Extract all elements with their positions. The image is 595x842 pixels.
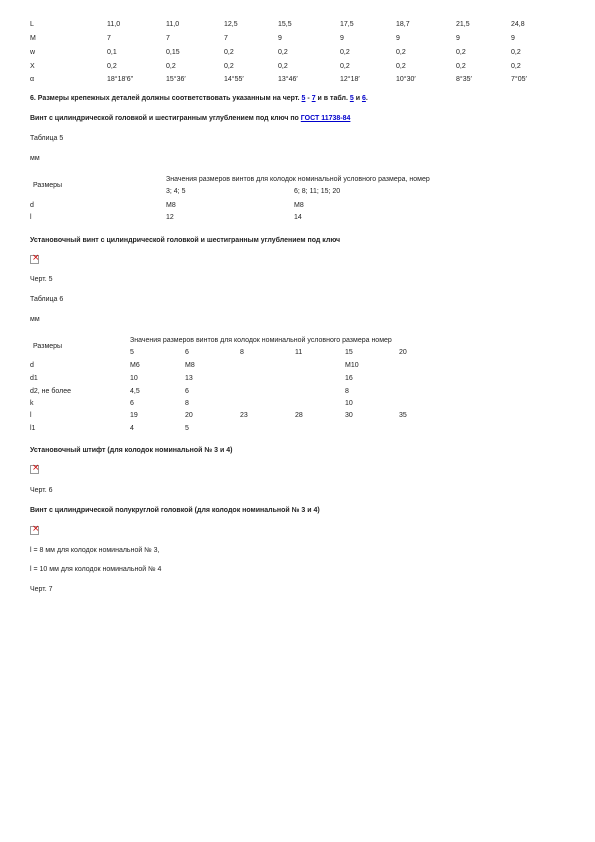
paragraph-6-mid: и в табл. xyxy=(315,95,350,102)
paragraph-6-end: . xyxy=(365,95,368,102)
top-table-cell: 0,2 xyxy=(340,49,350,56)
fig-7-image-placeholder-icon xyxy=(30,526,39,535)
top-table-cell: 0,2 xyxy=(396,49,406,56)
table-6-cell: М8 xyxy=(185,362,195,369)
top-table-cell: 0,15 xyxy=(166,49,180,56)
fig-7-caption: Черт. 7 xyxy=(30,586,53,593)
table-6-column-header: 8 xyxy=(240,349,244,356)
top-table-cell: 0,2 xyxy=(224,63,234,70)
top-table-row-label: M xyxy=(30,35,36,42)
table-6-cell: 8 xyxy=(345,388,349,395)
paragraph-6-text: 6. Размеры крепежных деталей должны соответствовать указанным на черт. xyxy=(30,95,302,102)
paragraph-6 xyxy=(30,95,368,102)
top-table-cell: 7 xyxy=(224,35,228,42)
fig-5-image-placeholder-icon xyxy=(30,255,39,264)
top-table-cell: 0,2 xyxy=(396,63,406,70)
top-table-cell: 14°55′ xyxy=(224,76,244,83)
top-table-cell: 0,2 xyxy=(456,49,466,56)
top-table-cell: 18,7 xyxy=(396,21,410,28)
table-5-cell: 14 xyxy=(294,214,302,221)
screw-reference-text: Винт с цилиндрической головкой и шестигранным углублением под ключ по xyxy=(30,115,301,122)
fig-7-note-2: l = 10 мм для колодок номинальной № 4 xyxy=(30,566,162,573)
link-chert-5[interactable]: 5 xyxy=(301,95,306,102)
top-table-cell: 0,1 xyxy=(107,49,117,56)
top-table-row-label: L xyxy=(30,21,34,28)
table-6-row-label: d xyxy=(30,362,34,369)
table-5-cell: 12 xyxy=(166,214,174,221)
table-6-row-label: d1 xyxy=(30,375,38,382)
table-6-row-label: k xyxy=(30,400,34,407)
table-5-cell: М8 xyxy=(166,202,176,209)
top-table-cell: 12,5 xyxy=(224,21,238,28)
table-6-cell: 28 xyxy=(295,412,303,419)
top-table-row-label: w xyxy=(30,49,36,56)
screw-reference xyxy=(30,115,350,122)
top-table-cell: 11,0 xyxy=(166,21,180,28)
dash: - xyxy=(305,95,312,102)
table-6-cell: 19 xyxy=(130,412,138,419)
top-table-cell: 7 xyxy=(107,35,111,42)
top-table-row-label: X xyxy=(30,63,35,70)
fig-6-caption: Черт. 6 xyxy=(30,487,53,494)
table-5-row-label: l xyxy=(30,214,32,221)
table-5-row-label: d xyxy=(30,202,34,209)
top-table-cell: 17,5 xyxy=(340,21,354,28)
fig-7-title: Винт с цилиндрической полукруглой головкой (для колодок номинальной № 3 и 4) xyxy=(30,507,320,514)
fig-5-caption: Черт. 5 xyxy=(30,276,53,283)
table-6-cell: 10 xyxy=(130,375,138,382)
table-6-cell: 16 xyxy=(345,375,353,382)
link-gost-11738[interactable]: ГОСТ 11738-84 xyxy=(300,115,351,122)
table-6-column-header: 20 xyxy=(399,349,407,356)
top-table-cell: 21,5 xyxy=(456,21,470,28)
table-6-row-label: l xyxy=(30,412,32,419)
table-6-cell: 8 xyxy=(185,400,189,407)
link-table-6[interactable]: 6 xyxy=(361,95,366,102)
top-table-cell: 0,2 xyxy=(278,49,288,56)
table-6-unit: мм xyxy=(30,316,40,323)
table-6-cell: 20 xyxy=(185,412,193,419)
top-table-row-label: α xyxy=(30,76,35,83)
top-table-cell: 9 xyxy=(511,35,515,42)
top-table-cell: 9 xyxy=(340,35,344,42)
table-6-cell: 23 xyxy=(240,412,248,419)
top-table-cell: 0,2 xyxy=(456,63,466,70)
table-6-caption: Таблица 6 xyxy=(30,296,64,303)
table-6-cell: М6 xyxy=(130,362,140,369)
table-6-cell: 13 xyxy=(185,375,193,382)
table-5-column-1: 3; 4; 5 xyxy=(166,188,186,195)
top-table-cell: 9 xyxy=(456,35,460,42)
paragraph-6-and: и xyxy=(353,95,362,102)
fig-6-image-placeholder-icon xyxy=(30,465,39,474)
link-chert-7[interactable]: 7 xyxy=(311,95,316,102)
top-table-cell: 7 xyxy=(166,35,170,42)
top-table-cell: 8°35′ xyxy=(456,76,472,83)
table-6-column-header: 11 xyxy=(295,349,303,356)
fig-6-title: Установочный штифт (для колодок номинальной № 3 и 4) xyxy=(30,447,233,454)
table-5-caption: Таблица 5 xyxy=(30,135,64,142)
top-table-cell: 24,8 xyxy=(511,21,525,28)
top-table-cell: 0,2 xyxy=(224,49,234,56)
top-table-cell: 0,2 xyxy=(278,63,288,70)
table-6-column-header: 15 xyxy=(345,349,353,356)
top-table-cell: 13°46′ xyxy=(278,76,298,83)
table-6-cell: 10 xyxy=(345,400,353,407)
table-5-col-header: Размеры xyxy=(33,182,63,189)
top-table-cell: 7°05′ xyxy=(511,76,527,83)
table-6-col-header: Размеры xyxy=(33,343,63,350)
top-table-cell: 15,5 xyxy=(278,21,292,28)
table-6-cell: 6 xyxy=(185,388,189,395)
table-5-group-header: Значения размеров винтов для колодок номинальной условного размера, номер xyxy=(166,176,430,183)
fig-5-title: Установочный винт с цилиндрической головкой и шестигранным углублением под ключ xyxy=(30,237,341,244)
top-table-cell: 11,0 xyxy=(107,21,121,28)
top-table-cell: 18°18'6" xyxy=(107,76,134,83)
top-table-cell: 0,2 xyxy=(511,49,521,56)
table-6-column-header: 5 xyxy=(130,349,134,356)
table-6-cell: 30 xyxy=(345,412,353,419)
top-table-cell: 0,2 xyxy=(340,63,350,70)
top-table-cell: 9 xyxy=(396,35,400,42)
table-5-cell: М8 xyxy=(294,202,304,209)
table-6-cell: 4 xyxy=(130,425,134,432)
table-6-cell: М10 xyxy=(345,362,359,369)
table-6-cell: 35 xyxy=(399,412,407,419)
fig-7-note-1: l = 8 мм для колодок номинальной № 3, xyxy=(30,547,160,554)
top-table-cell: 9 xyxy=(278,35,282,42)
table-5-unit: мм xyxy=(30,155,40,162)
table-6-cell: 4,5 xyxy=(130,388,140,395)
table-6-cell: 6 xyxy=(130,400,134,407)
table-6-group-header: Значения размеров винтов для колодок номинальной условного размера номер xyxy=(130,337,392,344)
top-table-cell: 0,2 xyxy=(166,63,176,70)
top-table-cell: 0,2 xyxy=(107,63,117,70)
top-table-cell: 15°36′ xyxy=(166,76,186,83)
table-6-row-label: l1 xyxy=(30,425,36,432)
table-5-column-2: 6; 8; 11; 15; 20 xyxy=(294,188,341,195)
table-6-row-label: d2, не более xyxy=(30,388,71,395)
top-table-cell: 10°30′ xyxy=(396,76,416,83)
top-table-cell: 0,2 xyxy=(511,63,521,70)
top-table-cell: 12°18′ xyxy=(340,76,360,83)
table-6-cell: 5 xyxy=(185,425,189,432)
table-6-column-header: 6 xyxy=(185,349,189,356)
link-table-5[interactable]: 5 xyxy=(349,95,354,102)
